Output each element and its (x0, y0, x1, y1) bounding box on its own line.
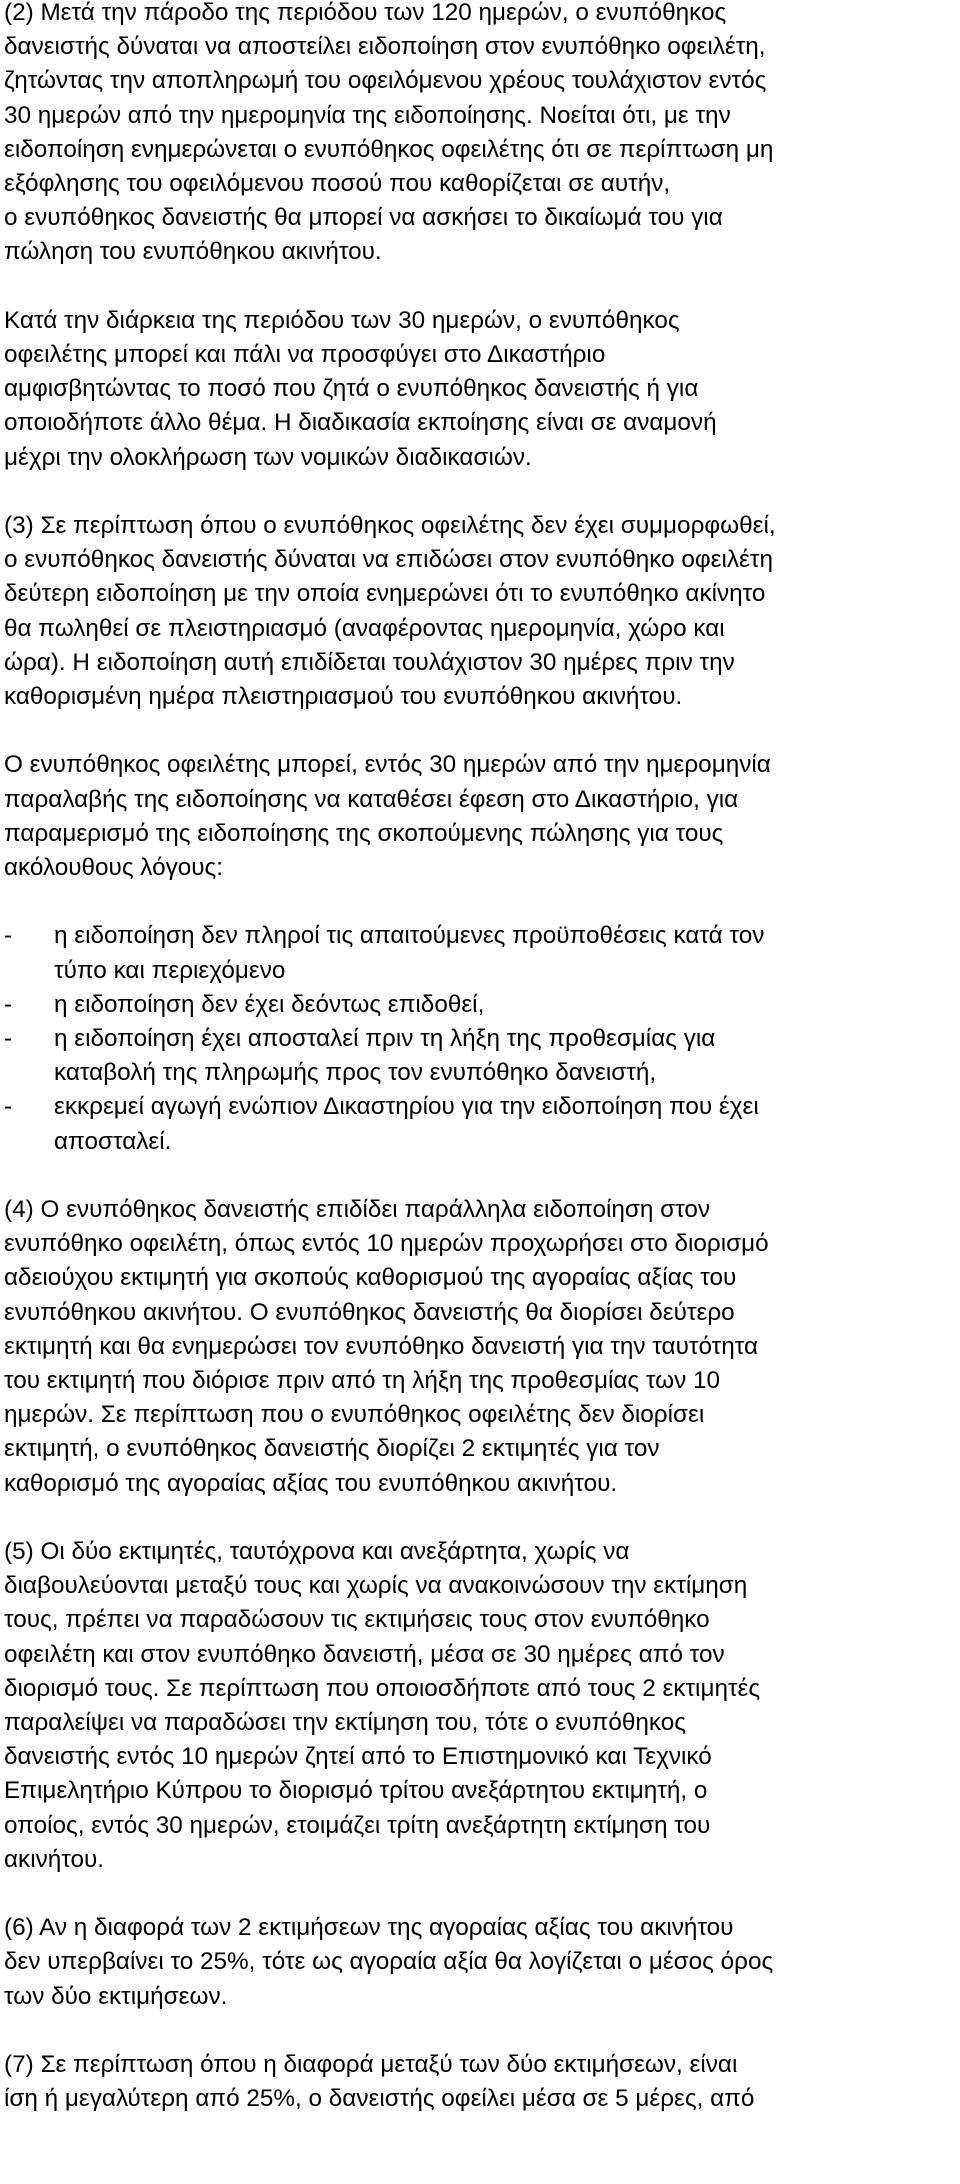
text-line: η ειδοποίηση έχει αποσταλεί πριν τη λήξη της προθεσμίας για (54, 1025, 716, 1053)
text-line: αμφισβητώντας το ποσό που ζητά ο ενυπόθηκος δανειστής ή για (4, 375, 699, 403)
text-line: ενυπόθηκο οφειλέτη, όπως εντός 10 ημερών προχωρήσει στο διορισμό (4, 1230, 769, 1258)
text-line: εκτιμητή και θα ενημερώσει τον ενυπόθηκο δανειστή για την ταυτότητα (4, 1332, 759, 1360)
text-line: μέχρι την ολοκλήρωση των νομικών διαδικασιών. (4, 443, 532, 471)
text-line: ο ενυπόθηκος δανειστής θα μπορεί να ασκήσει το δικαίωμά του για (4, 204, 723, 232)
text-line: διαβουλεύονται μεταξύ τους και χωρίς να ανακοινώσουν την εκτίμηση (4, 1572, 748, 1600)
text-line: (5) Οι δύο εκτιμητές, ταυτόχρονα και ανεξάρτητα, χωρίς να (4, 1538, 630, 1566)
list-marker: - (4, 1093, 13, 1121)
paragraph-3 (4, 509, 944, 714)
text-line: θα πωληθεί σε πλειστηριασμό (αναφέροντας ημερομηνία, χώρο και (4, 614, 725, 642)
text-line: η ειδοποίηση δεν πληροί τις απαιτούμενες προϋποθέσεις κατά τον (54, 922, 765, 950)
text-line: Κατά την διάρκεια της περιόδου των 30 ημερών, ο ενυπόθηκος (4, 306, 680, 334)
text-line: δανειστής δύναται να αποστείλει ειδοποίηση στον ενυπόθηκο οφειλέτη, (4, 33, 766, 61)
text-line: του εκτιμητή που διόρισε πριν από τη λήξη της προθεσμίας των 10 (4, 1367, 721, 1395)
text-line: ζητώντας την αποπληρωμή του οφειλόμενου χρέους τουλάχιστον εντός (4, 67, 767, 95)
text-line: η ειδοποίηση δεν έχει δεόντως επιδοθεί, (54, 990, 485, 1018)
text-line: οποίος, εντός 30 ημερών, ετοιμάζει τρίτη ανεξάρτητη εκτίμηση του (4, 1811, 711, 1839)
list-item (4, 1090, 944, 1158)
paragraph-appeal (4, 748, 944, 885)
text-line: Επιμελητήριο Κύπρου το διορισμό τρίτου ανεξάρτητου εκτιμητή, ο (4, 1777, 708, 1805)
paragraph-5 (4, 1535, 944, 1877)
paragraph-6 (4, 1911, 944, 2014)
text-line: ενυπόθηκου ακινήτου. Ο ενυπόθηκος δανειστής θα διορίσει δεύτερο (4, 1298, 735, 1326)
paragraph-4 (4, 1193, 944, 1501)
text-line: των δύο εκτιμήσεων. (4, 1982, 228, 2010)
text-line: παραλείψει να παραδώσει την εκτίμηση του, τότε ο ενυπόθηκος (4, 1709, 686, 1737)
text-line: οφειλέτη και στον ενυπόθηκο δανειστή, μέσα σε 30 ημέρες από τον (4, 1640, 725, 1668)
text-line: ο ενυπόθηκος δανειστής δύναται να επιδώσει στον ενυπόθηκο οφειλέτη (4, 546, 773, 574)
text-line: οφειλέτης μπορεί και πάλι να προσφύγει στο Δικαστήριο (4, 341, 606, 369)
list-item (4, 919, 944, 987)
text-line: (6) Αν η διαφορά των 2 εκτιμήσεων της αγοραίας αξίας του ακινήτου (4, 1914, 734, 1942)
paragraph-2 (4, 0, 944, 270)
text-line: ειδοποίηση ενημερώνεται ο ενυπόθηκος οφειλέτης ότι σε περίπτωση μη (4, 135, 774, 163)
text-line: εκκρεμεί αγωγή ενώπιον Δικαστηρίου για την ειδοποίηση που έχει (54, 1093, 759, 1121)
text-line: ώρα). Η ειδοποίηση αυτή επιδίδεται τουλάχιστον 30 ημέρες πριν την (4, 648, 735, 676)
text-line: παραλαβής της ειδοποίησης να καταθέσει έφεση στο Δικαστήριο, για (4, 785, 739, 813)
text-line: εξόφλησης του οφειλόμενου ποσού που καθορίζεται σε αυτήν, (4, 170, 671, 198)
text-line: καταβολή της πληρωμής προς τον ενυπόθηκο δανειστή, (54, 1059, 657, 1087)
text-line: δεύτερη ειδοποίηση με την οποία ενημερώνει ότι το ενυπόθηκο ακίνητο (4, 580, 766, 608)
text-line: ίση ή μεγαλύτερη από 25%, ο δανειστής οφείλει μέσα σε 5 μέρες, από (4, 2085, 755, 2113)
text-line: πώληση του ενυπόθηκου ακινήτου. (4, 238, 382, 266)
paragraph-30-days (4, 304, 944, 475)
list-marker: - (4, 990, 13, 1018)
text-line: ακόλουθους λόγους: (4, 854, 224, 882)
list-marker: - (4, 1025, 13, 1053)
paragraph-7 (4, 2048, 944, 2116)
text-line: οποιοδήποτε άλλο θέμα. Η διαδικασία εκποίησης είναι σε αναμονή (4, 409, 717, 437)
list-item (4, 988, 944, 1022)
text-line: αποσταλεί. (54, 1127, 172, 1155)
text-line: (7) Σε περίπτωση όπου η διαφορά μεταξύ των δύο εκτιμήσεων, είναι (4, 2051, 738, 2079)
text-line: ακινήτου. (4, 1845, 105, 1873)
text-line: (3) Σε περίπτωση όπου ο ενυπόθηκος οφειλέτης δεν έχει συμμορφωθεί, (4, 512, 776, 540)
text-line: αδειούχου εκτιμητή για σκοπούς καθορισμού της αγοραίας αξίας του (4, 1264, 737, 1292)
text-line: δεν υπερβαίνει το 25%, τότε ως αγοραία αξία θα λογίζεται ο μέσος όρος (4, 1948, 774, 1976)
text-line: τύπο και περιεχόμενο (54, 956, 286, 984)
text-line: καθορισμό της αγοραίας αξίας του ενυπόθηκου ακινήτου. (4, 1469, 618, 1497)
text-line: δανειστής εντός 10 ημερών ζητεί από το Επιστημονικό και Τεχνικό (4, 1743, 712, 1771)
list-item (4, 1022, 944, 1090)
text-line: καθορισμένη ημέρα πλειστηριασμού του ενυπόθηκου ακινήτου. (4, 683, 683, 711)
list-marker: - (4, 922, 13, 950)
text-line: (2) Μετά την πάροδο της περιόδου των 120 ημερών, ο ενυπόθηκος (4, 0, 727, 26)
text-line: 30 ημερών από την ημερομηνία της ειδοποίησης. Νοείται ότι, με την (4, 101, 731, 129)
text-line: παραμερισμό της ειδοποίησης της σκοπούμενης πώλησης για τους (4, 819, 724, 847)
text-line: εκτιμητή, ο ενυπόθηκος δανειστής διορίζει 2 εκτιμητές για τον (4, 1435, 660, 1463)
text-line: (4) Ο ενυπόθηκος δανειστής επιδίδει παράλληλα ειδοποίηση στον (4, 1196, 711, 1224)
grounds-list (4, 919, 944, 1158)
text-line: Ο ενυπόθηκος οφειλέτης μπορεί, εντός 30 ημερών από την ημερομηνία (4, 751, 771, 779)
text-line: τους, πρέπει να παραδώσουν τις εκτιμήσεις τους στον ενυπόθηκο (4, 1606, 710, 1634)
text-line: διορισμό τους. Σε περίπτωση που οποιοσδήποτε από τους 2 εκτιμητές (4, 1674, 761, 1702)
text-line: ημερών. Σε περίπτωση που ο ενυπόθηκος οφειλέτης δεν διορίσει (4, 1401, 705, 1429)
